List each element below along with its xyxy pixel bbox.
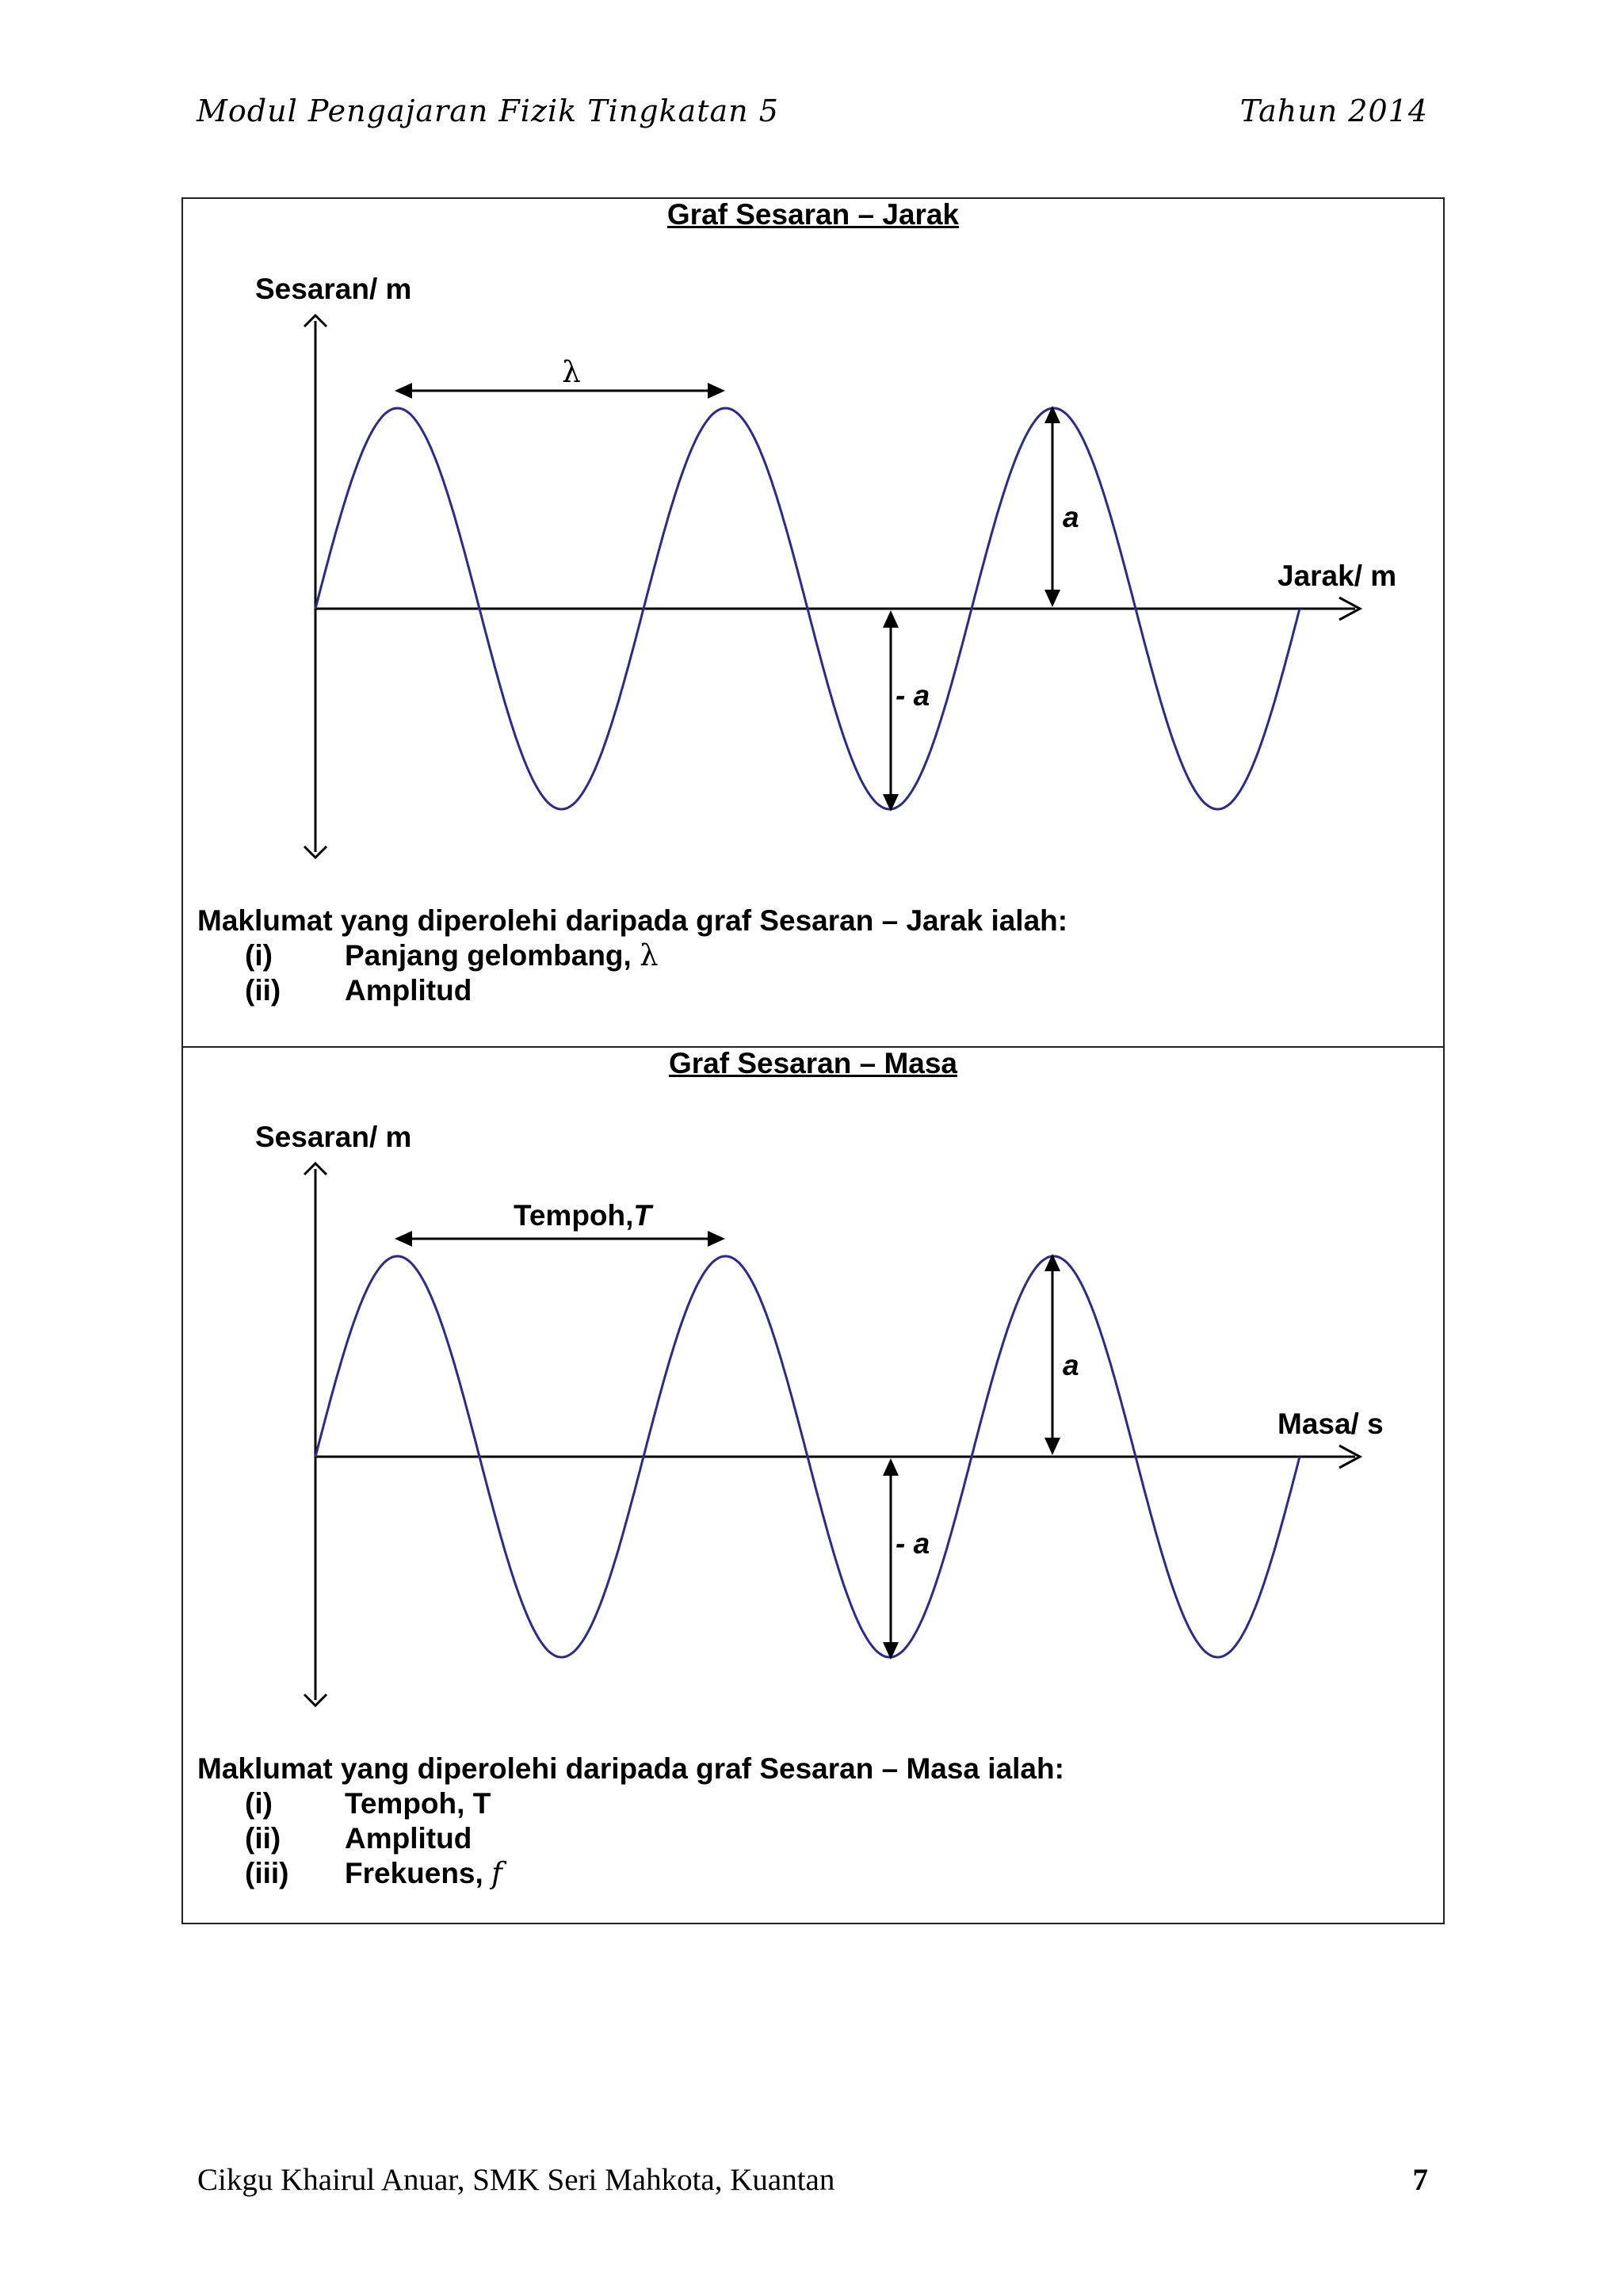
panel1-wavelength-label: λ	[562, 355, 581, 389]
list-item-number: (i)	[245, 1787, 273, 1820]
panel2-amplitude-arrow	[1044, 1254, 1060, 1455]
panel2-x-axis-label: Masa/ s	[1277, 1408, 1384, 1440]
list-item-text: Tempoh, T	[345, 1787, 491, 1820]
panel2-info-heading: Maklumat yang diperolehi daripada graf Sesaran – Masa ialah:	[197, 1752, 1064, 1785]
list-item	[197, 1856, 1064, 1891]
panel2-x-axis	[315, 1446, 1360, 1468]
panel1-wavelength-arrow	[395, 383, 725, 399]
list-item-text: Frekuens,	[345, 1857, 483, 1889]
list-item-text: Panjang gelombang,	[345, 939, 632, 972]
panel1-y-axis-label: Sesaran/ m	[255, 273, 412, 305]
panel2-info	[197, 1752, 1064, 1891]
panel2-period-arrow	[395, 1231, 725, 1247]
panel1-info-heading: Maklumat yang diperolehi daripada graf Sesaran – Jarak ialah:	[197, 904, 1068, 937]
list-item-number: (ii)	[245, 974, 281, 1007]
panel2-y-axis-label: Sesaran/ m	[255, 1121, 412, 1153]
panel2-y-axis	[304, 1163, 327, 1706]
panel2-negative-amplitude-label: - a	[896, 1527, 930, 1560]
list-item-text: Amplitud	[345, 1822, 472, 1855]
panel1-x-axis-label: Jarak/ m	[1277, 560, 1397, 592]
list-item	[197, 1821, 1064, 1856]
list-item-number: (iii)	[245, 1857, 289, 1889]
footer-author: Cikgu Khairul Anuar, SMK Seri Mahkota, Kuantan	[197, 2163, 835, 2197]
panel1-amplitude-label: a	[1063, 501, 1079, 533]
panel2-title: Graf Sesaran – Masa	[668, 1047, 958, 1079]
page-number: 7	[1412, 2163, 1428, 2197]
panel2-amplitude-label: a	[1063, 1349, 1079, 1381]
panel2-wave-graph	[0, 848, 1623, 1736]
panel1-x-axis	[315, 598, 1360, 620]
list-item	[197, 1786, 1064, 1821]
list-item-text: Amplitud	[345, 974, 472, 1007]
panel2-period-label: Tempoh,T	[514, 1199, 652, 1232]
panel1-wave-graph	[0, 0, 1623, 888]
panel1-y-axis	[304, 315, 327, 858]
list-item-number: (i)	[245, 939, 273, 972]
list-item-symbol: λ	[640, 938, 659, 972]
header-module-title: Modul Pengajaran Fizik Tingkatan 5	[197, 94, 779, 128]
list-item-number: (ii)	[245, 1822, 281, 1855]
panel1-amplitude-arrow	[1044, 406, 1060, 607]
panel1-title: Graf Sesaran – Jarak	[666, 198, 960, 231]
panel1-negative-amplitude-label: - a	[896, 679, 930, 712]
header-year: Tahun 2014	[1239, 94, 1428, 128]
list-item-symbol: f	[491, 1856, 502, 1890]
